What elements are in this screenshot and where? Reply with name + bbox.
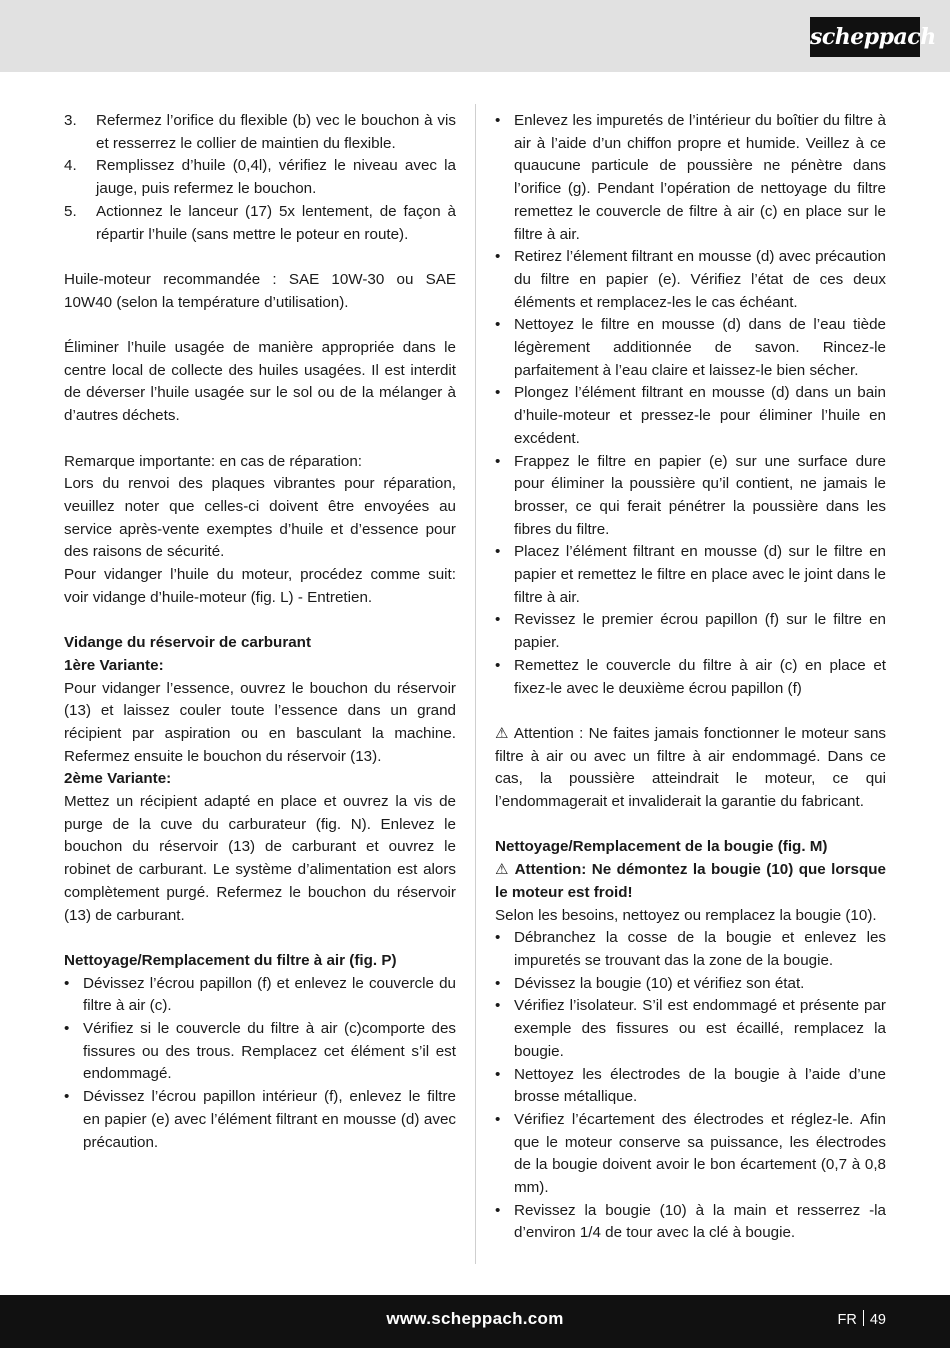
spark-plug-intro: Selon les besoins, nettoyez ou remplacez la bougie (10). bbox=[495, 906, 877, 924]
spark-plug-warning: ⚠ Attention: Ne démontez la bougie (10) que lorsque le moteur est froid! bbox=[495, 861, 887, 901]
list-item: • Débranchez la cosse de la bougie et enlevez les impuretés se trouvant das la zone de la bougie. bbox=[495, 927, 886, 972]
list-item: • Nettoyez le filtre en mousse (d) dans de l’eau tiède légèrement additionnée de savon. Rincez-le parfaitement à l’eau claire et laissez-le bien sécher. bbox=[495, 314, 886, 382]
remark-title: Remarque importante: en cas de réparation: bbox=[64, 452, 363, 470]
list-item: • Retirez l’élement filtrant en mousse (d) avec précaution du filtre en papier (e). Vérifiez l’état de ces deux éléments et remplacez-les le cas échéant. bbox=[495, 246, 886, 314]
air-filter-heading: Nettoyage/Remplacement du filtre à air (fig. P) bbox=[64, 951, 397, 969]
variant-1-heading: 1ère Variante: bbox=[64, 656, 164, 674]
remark-text: Lors du renvoi des plaques vibrantes pour réparation, veuillez noter que celles-ci doivent être envoyées au service après-vente exemptes d’huile et d’essence pour des raisons de sécurité. bbox=[64, 475, 456, 561]
list-item: • Dévissez la bougie (10) et vérifiez son état. bbox=[495, 973, 886, 996]
page-footer bbox=[0, 1295, 950, 1348]
list-item: • Vérifiez l’écartement des électrodes et réglez-le. Afin que le moteur conserve sa puissance, les électrodes de la bougie doivent avoir le bon écartement (0,7 à 0,8 mm). bbox=[495, 1109, 886, 1200]
warning-icon: ⚠ bbox=[495, 861, 510, 879]
list-item: • Revissez la bougie (10) à la main et resserrez -la d’environ 1/4 de tour avec la clé à bougie. bbox=[495, 1200, 886, 1245]
step-4: 4. Remplissez d’huile (0,4l), vérifiez le niveau avec la jauge, puis refermez le bouchon. bbox=[64, 157, 456, 198]
variant-2-text: Mettez un récipient adapté en place et ouvrez la vis de purge de la cuve du carburateur (fig. N). Enlevez le bouchon du réservoir (13) de carburant et ouvrez le robinet de carburant. Le système d’alimentation est alors complètement purgé. Refermez le bouchon du réservoir (13) de carburant. bbox=[64, 793, 456, 924]
website-link[interactable]: www.scheppach.com bbox=[386, 1309, 564, 1328]
warning-icon: ⚠ bbox=[495, 724, 510, 742]
list-item: • Vérifiez l’isolateur. S’il est endommagé et présente par exemple des fissures ou est écaillé, remplacez la bougie. bbox=[495, 995, 886, 1063]
step-5: 5. Actionnez le lanceur (17) 5x lentement, de façon à répartir l’huile (sans mettre le poteur en route). bbox=[64, 202, 456, 243]
oil-drain-text: Pour vidanger l’huile du moteur, procédez comme suit: voir vidange d’huile-moteur (fig. L) - Entretien. bbox=[64, 566, 456, 606]
spark-plug-list bbox=[495, 927, 886, 1245]
variant-2-heading: 2ème Variante: bbox=[64, 770, 172, 788]
list-item: • Vérifiez si le couvercle du filtre à air (c)comporte des fissures ou des trous. Remplacez cet élément s’il est endommagé. bbox=[64, 1018, 456, 1086]
list-item: • Plongez l’élément filtrant en mousse (d) dans un bain d’huile-moteur et pressez-le pour éliminer l’huile en excédent. bbox=[495, 382, 886, 450]
left-column bbox=[64, 110, 456, 1154]
attention-note: ⚠ Attention : Ne faites jamais fonctionner le moteur sans filtre à air ou avec un filtre à air endommagé. Dans ce cas, la poussière atteindrait le moteur, ce qui l’endommagerait et invaliderait la garantie du fabricant. bbox=[495, 724, 886, 811]
air-filter-list-right bbox=[495, 110, 886, 700]
step-3: 3. Refermez l’orifice du flexible (b) vec le bouchon à vis et resserrez le collier de maintien du flexible. bbox=[64, 112, 456, 152]
fuel-tank-heading: Vidange du réservoir de carburant bbox=[64, 634, 312, 652]
page-header bbox=[0, 0, 950, 72]
page-number-value: 49 bbox=[869, 1312, 886, 1328]
language-code: FR bbox=[837, 1312, 857, 1328]
scheppach-logo: scheppach bbox=[810, 17, 920, 57]
list-item: • Enlevez les impuretés de l’intérieur du boîtier du filtre à air à l’aide d’un chiffon propre et humide. Veillez à ce quaucune particule de poussière ne pénètre dans l’orifice (g). Pendant l’opération de nettoyage du filtre remettez le couvercle de filtre à air (c) en place sur le filtre à air. bbox=[495, 110, 886, 246]
list-item: • Nettoyez les électrodes de la bougie à l’aide d’une brosse métallique. bbox=[495, 1064, 886, 1109]
air-filter-list-left bbox=[64, 973, 456, 1155]
list-item: • Dévissez l’écrou papillon (f) et enlevez le couvercle du filtre à air (c). bbox=[64, 973, 456, 1018]
list-item: • Dévissez l’écrou papillon intérieur (f), enlevez le filtre en papier (e) avec l’élément filtrant en mousse (d) avec précaution. bbox=[64, 1086, 456, 1154]
list-item: • Revissez le premier écrou papillon (f) sur le filtre en papier. bbox=[495, 609, 886, 654]
right-column bbox=[495, 110, 886, 1245]
list-item: • Remettez le couvercle du filtre à air (c) en place et fixez-le avec le deuxième écrou papillon (f) bbox=[495, 655, 886, 700]
column-divider bbox=[475, 104, 476, 1264]
list-item: • Frappez le filtre en papier (e) sur une surface dure pour éliminer la poussière qu’il contient, ne jamais le brosser, ce qui ferait pénétrer la poussière dans les fibres du filtre. bbox=[495, 451, 886, 542]
oil-fill-steps bbox=[64, 110, 456, 246]
oil-disposal-text: Éliminer l’huile usagée de manière appropriée dans le centre local de collecte des huiles usagées. Il est interdit de déverser l’huile usagée sur le sol ou de la mélanger à d’autres déchets. bbox=[64, 339, 456, 425]
list-item: • Placez l’élément filtrant en mousse (d) sur le filtre en papier et remettez le filtre en place avec le joint dans le filtre à air. bbox=[495, 541, 886, 609]
spark-plug-heading: Nettoyage/Remplacement de la bougie (fig. M) bbox=[495, 838, 828, 856]
variant-1-text: Pour vidanger l’essence, ouvrez le bouchon du réservoir (13) et laissez couler toute l’essence dans un grand récipient par aspiration ou en basculant la machine. Refermez ensuite le bouchon du réservoir (13). bbox=[64, 679, 456, 765]
page-number bbox=[838, 1310, 886, 1328]
oil-recommendation: Huile-moteur recommandée : SAE 10W-30 ou SAE 10W40 (selon la température d’utilisation). bbox=[64, 270, 456, 311]
